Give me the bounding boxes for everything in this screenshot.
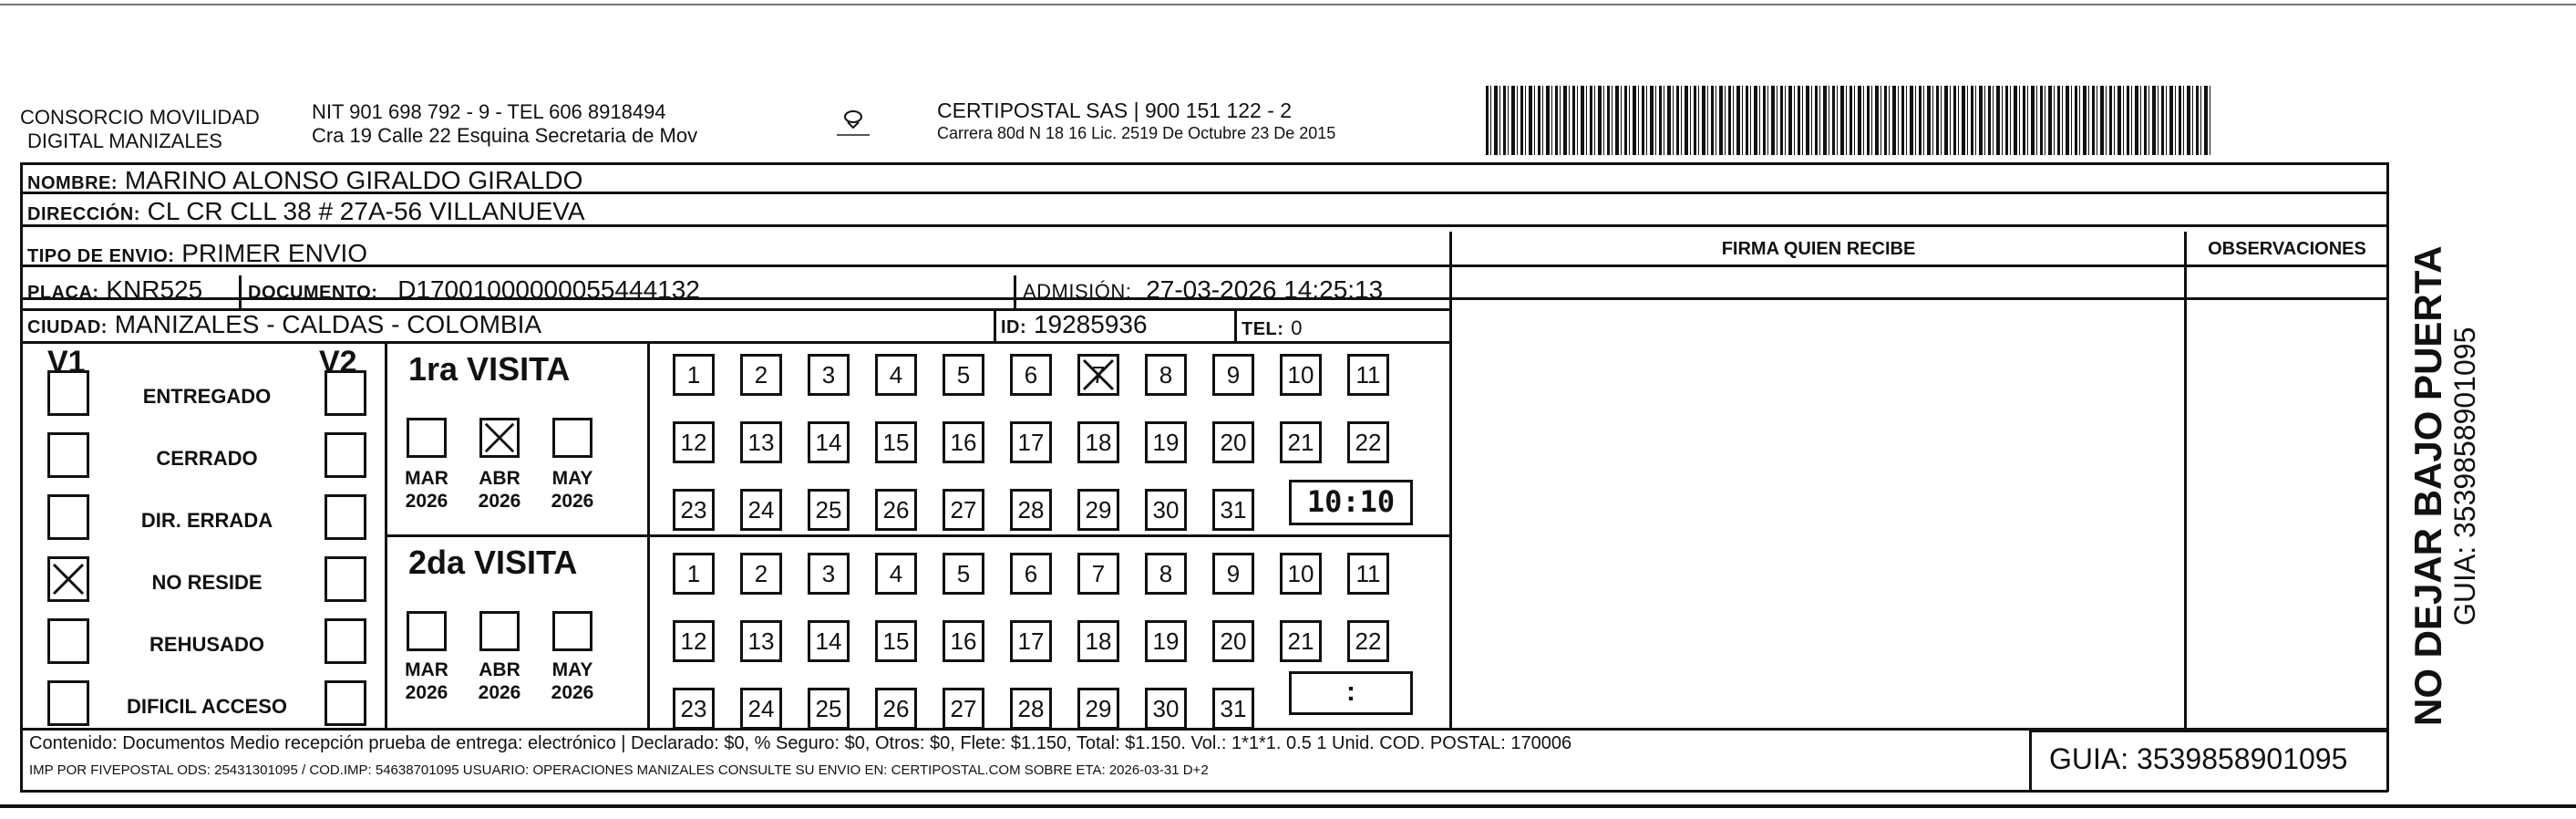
v1-checkbox-dificil-acceso[interactable] xyxy=(47,680,89,726)
day-box-14[interactable]: 14 xyxy=(808,620,850,662)
ciudad-label: CIUDAD: xyxy=(27,317,108,337)
second-visit-title: 2da VISITA xyxy=(408,544,578,581)
day-box-1[interactable]: 1 xyxy=(673,354,715,396)
day-box-11[interactable]: 11 xyxy=(1347,354,1389,396)
side-guia: GUIA: 3539858901095 xyxy=(2448,327,2481,626)
footer-imp: IMP POR FIVEPOSTAL ODS: 25431301095 / COD.IMP: 54638701095 USUARIO: OPERACIONES MANIZALES CONSULTE SU ENVIO EN: CERTIPOSTAL.COM SOBRE ETA: 2026-03-31 D+2 xyxy=(29,762,1209,778)
day-box-28[interactable]: 28 xyxy=(1010,489,1052,531)
month-year: 2026 xyxy=(551,491,594,512)
tipo-envio-field xyxy=(27,237,367,273)
month-label-abr xyxy=(472,658,527,704)
tel-value: 0 xyxy=(1291,316,1303,339)
status-label-rehusado: REHUSADO xyxy=(149,633,264,656)
day-box-26[interactable]: 26 xyxy=(875,489,917,531)
status-label-no-reside: NO RESIDE xyxy=(151,571,263,594)
status-label-cerrado: CERRADO xyxy=(156,447,258,470)
month-name: ABR xyxy=(479,468,520,489)
company-name xyxy=(20,106,260,153)
day-box-24[interactable]: 24 xyxy=(740,489,782,531)
v2-checkbox-entregado[interactable] xyxy=(325,370,366,416)
v2-checkbox-no-reside[interactable] xyxy=(325,556,366,602)
placa-field xyxy=(27,274,202,309)
day-box-27[interactable]: 27 xyxy=(943,688,984,730)
day-box-24[interactable]: 24 xyxy=(740,688,782,730)
day-box-14[interactable]: 14 xyxy=(808,421,850,463)
day-box-10[interactable]: 10 xyxy=(1280,553,1322,595)
documento-field xyxy=(248,274,700,309)
month-checkbox-may[interactable] xyxy=(552,418,592,458)
month-year: 2026 xyxy=(551,682,594,703)
admision-label: ADMISIÓN: xyxy=(1023,280,1132,303)
day-box-5[interactable]: 5 xyxy=(943,553,984,595)
day-box-15[interactable]: 15 xyxy=(875,620,917,662)
v1-checkbox-entregado[interactable] xyxy=(47,370,89,416)
observaciones-label: OBSERVACIONES xyxy=(2208,239,2366,259)
status-label-dir-errada: DIR. ERRADA xyxy=(140,509,273,532)
admision-value: 27-03-2026 14:25:13 xyxy=(1146,275,1384,304)
id-value: 19285936 xyxy=(1033,310,1148,338)
month-name: ABR xyxy=(479,659,520,680)
month-checkbox-mar[interactable] xyxy=(407,418,447,458)
day-box-6[interactable]: 6 xyxy=(1010,553,1052,595)
day-box-29[interactable]: 29 xyxy=(1077,688,1119,730)
month-checkbox-may[interactable] xyxy=(552,611,592,651)
ciudad-value: MANIZALES - CALDAS - COLOMBIA xyxy=(114,310,542,338)
day-box-8[interactable]: 8 xyxy=(1145,354,1187,396)
day-box-3[interactable]: 3 xyxy=(808,553,850,595)
status-label-dificil-acceso: DIFICIL ACCESO xyxy=(126,695,287,718)
day-box-9[interactable]: 9 xyxy=(1212,553,1254,595)
day-box-15[interactable]: 15 xyxy=(875,421,917,463)
observaciones-area[interactable] xyxy=(2188,266,2385,726)
day-box-7[interactable]: 7 xyxy=(1077,354,1119,396)
nit-line: NIT 901 698 792 - 9 - TEL 606 8918494 xyxy=(312,100,666,123)
top-border xyxy=(0,4,2576,5)
month-label-abr xyxy=(472,467,527,513)
id-field xyxy=(1001,308,1148,344)
direccion-label: DIRECCIÓN: xyxy=(27,204,140,224)
certipostal-info xyxy=(937,98,1335,143)
month-name: MAY xyxy=(551,659,593,680)
certipostal-line-2: Carrera 80d N 18 16 Lic. 2519 De Octubre 23 De 2015 xyxy=(937,124,1336,142)
day-box-23[interactable]: 23 xyxy=(673,688,715,730)
day-box-31[interactable]: 31 xyxy=(1212,688,1254,730)
v1-checkbox-no-reside-checked[interactable] xyxy=(47,556,89,602)
second-visit-time[interactable]: : xyxy=(1289,671,1413,715)
day-box-4[interactable]: 4 xyxy=(875,354,917,396)
day-box-18[interactable]: 18 xyxy=(1077,421,1119,463)
day-box-23[interactable]: 23 xyxy=(673,489,715,531)
nombre-value: MARINO ALONSO GIRALDO GIRALDO xyxy=(124,166,583,194)
day-box-19[interactable]: 19 xyxy=(1145,421,1187,463)
company-contact xyxy=(312,100,697,148)
day-box-4[interactable]: 4 xyxy=(875,553,917,595)
first-visit-title: 1ra VISITA xyxy=(408,350,571,388)
documento-value: D17001000000055444132 xyxy=(397,275,700,304)
month-name: MAY xyxy=(551,468,593,489)
company-line-1: CONSORCIO MOVILIDAD xyxy=(20,106,260,129)
month-year: 2026 xyxy=(405,682,448,703)
month-label-may xyxy=(545,467,600,513)
month-name: MAR xyxy=(405,468,448,489)
day-box-21[interactable]: 21 xyxy=(1280,620,1322,662)
month-year: 2026 xyxy=(478,491,521,512)
barcode xyxy=(1486,86,2210,155)
footer-guia: GUIA: 3539858901095 xyxy=(2049,742,2348,775)
day-box-25[interactable]: 25 xyxy=(808,489,850,531)
v2-checkbox-dir-errada[interactable] xyxy=(325,494,366,540)
month-year: 2026 xyxy=(405,491,448,512)
day-box-28[interactable]: 28 xyxy=(1010,688,1052,730)
day-box-30[interactable]: 30 xyxy=(1145,688,1187,730)
day-box-16[interactable]: 16 xyxy=(943,620,984,662)
month-checkbox-abr[interactable] xyxy=(479,418,520,458)
day-box-30[interactable]: 30 xyxy=(1145,489,1187,531)
month-checkbox-mar[interactable] xyxy=(407,611,447,651)
day-box-31[interactable]: 31 xyxy=(1212,489,1254,531)
v2-checkbox-cerrado[interactable] xyxy=(325,432,366,478)
day-box-7[interactable]: 7 xyxy=(1077,553,1119,595)
placa-value: KNR525 xyxy=(106,275,203,304)
company-line-2: DIGITAL MANIZALES xyxy=(27,130,222,152)
tel-field xyxy=(1242,310,1302,346)
day-box-17[interactable]: 17 xyxy=(1010,620,1052,662)
id-label: ID: xyxy=(1001,317,1027,337)
direccion-value: CL CR CLL 38 # 27A-56 VILLANUEVA xyxy=(147,197,585,225)
documento-label: DOCUMENTO: xyxy=(248,283,378,303)
month-label-mar xyxy=(399,467,454,513)
day-box-6[interactable]: 6 xyxy=(1010,354,1052,396)
day-box-13[interactable]: 13 xyxy=(740,421,782,463)
month-label-may xyxy=(545,658,600,704)
ciudad-field xyxy=(27,308,541,344)
month-name: MAR xyxy=(405,659,448,680)
day-box-27[interactable]: 27 xyxy=(943,489,984,531)
day-box-1[interactable]: 1 xyxy=(673,553,715,595)
first-visit-time[interactable]: 10:10 xyxy=(1289,480,1413,525)
v1-checkbox-cerrado[interactable] xyxy=(47,432,89,478)
day-box-16[interactable]: 16 xyxy=(943,421,984,463)
day-box-3[interactable]: 3 xyxy=(808,354,850,396)
day-box-8[interactable]: 8 xyxy=(1145,553,1187,595)
tel-label: TEL: xyxy=(1242,319,1284,339)
v1-checkbox-dir-errada[interactable] xyxy=(47,494,89,540)
day-box-22[interactable]: 22 xyxy=(1347,421,1389,463)
nombre-label: NOMBRE: xyxy=(27,173,118,193)
v2-label: V2 xyxy=(319,345,357,379)
certipostal-line-1: CERTIPOSTAL SAS | 900 151 122 - 2 xyxy=(937,98,1293,122)
certipostal-logo-icon xyxy=(831,106,875,142)
day-box-22[interactable]: 22 xyxy=(1347,620,1389,662)
day-box-2[interactable]: 2 xyxy=(740,354,782,396)
day-box-5[interactable]: 5 xyxy=(943,354,984,396)
firma-quien-recibe-label: FIRMA QUIEN RECIBE xyxy=(1721,239,1916,259)
day-box-10[interactable]: 10 xyxy=(1280,354,1322,396)
tipo-envio-value: PRIMER ENVIO xyxy=(181,239,368,267)
admision-field xyxy=(1023,274,1383,308)
no-dejar-bajo-puerta: NO DEJAR BAJO PUERTA xyxy=(2406,245,2449,726)
day-box-18[interactable]: 18 xyxy=(1077,620,1119,662)
day-box-2[interactable]: 2 xyxy=(740,553,782,595)
day-box-29[interactable]: 29 xyxy=(1077,489,1119,531)
day-box-20[interactable]: 20 xyxy=(1212,421,1254,463)
month-checkbox-abr[interactable] xyxy=(479,611,520,651)
day-box-25[interactable]: 25 xyxy=(808,688,850,730)
day-box-17[interactable]: 17 xyxy=(1010,421,1052,463)
day-box-12[interactable]: 12 xyxy=(673,620,715,662)
firma-area[interactable] xyxy=(1453,266,2182,726)
placa-label: PLACA: xyxy=(27,283,99,303)
address-line: Cra 19 Calle 22 Esquina Secretaria de Mov xyxy=(312,124,698,147)
v1-checkbox-rehusado[interactable] xyxy=(47,618,89,664)
day-box-21[interactable]: 21 xyxy=(1280,421,1322,463)
bottom-border xyxy=(0,804,2576,808)
month-year: 2026 xyxy=(478,682,521,703)
day-box-26[interactable]: 26 xyxy=(875,688,917,730)
status-label-entregado: ENTREGADO xyxy=(142,385,272,408)
month-label-mar xyxy=(399,658,454,704)
tipo-envio-label: TIPO DE ENVIO: xyxy=(27,246,175,266)
day-box-11[interactable]: 11 xyxy=(1347,553,1389,595)
footer-contenido: Contenido: Documentos Medio recepción prueba de entrega: electrónico | Declarado: $0, % Seguro: $0, Otros: $0, Flete: $1.150, Total: $1.150. Vol.: 1*1*1. 0.5 1 Unid. COD. POSTAL: 170006 xyxy=(29,733,1572,753)
v1-label: V1 xyxy=(47,345,86,379)
v2-checkbox-dificil-acceso[interactable] xyxy=(325,680,366,726)
day-box-12[interactable]: 12 xyxy=(673,421,715,463)
day-box-9[interactable]: 9 xyxy=(1212,354,1254,396)
day-box-20[interactable]: 20 xyxy=(1212,620,1254,662)
day-box-13[interactable]: 13 xyxy=(740,620,782,662)
v2-checkbox-rehusado[interactable] xyxy=(325,618,366,664)
direccion-field xyxy=(27,195,585,231)
day-box-19[interactable]: 19 xyxy=(1145,620,1187,662)
